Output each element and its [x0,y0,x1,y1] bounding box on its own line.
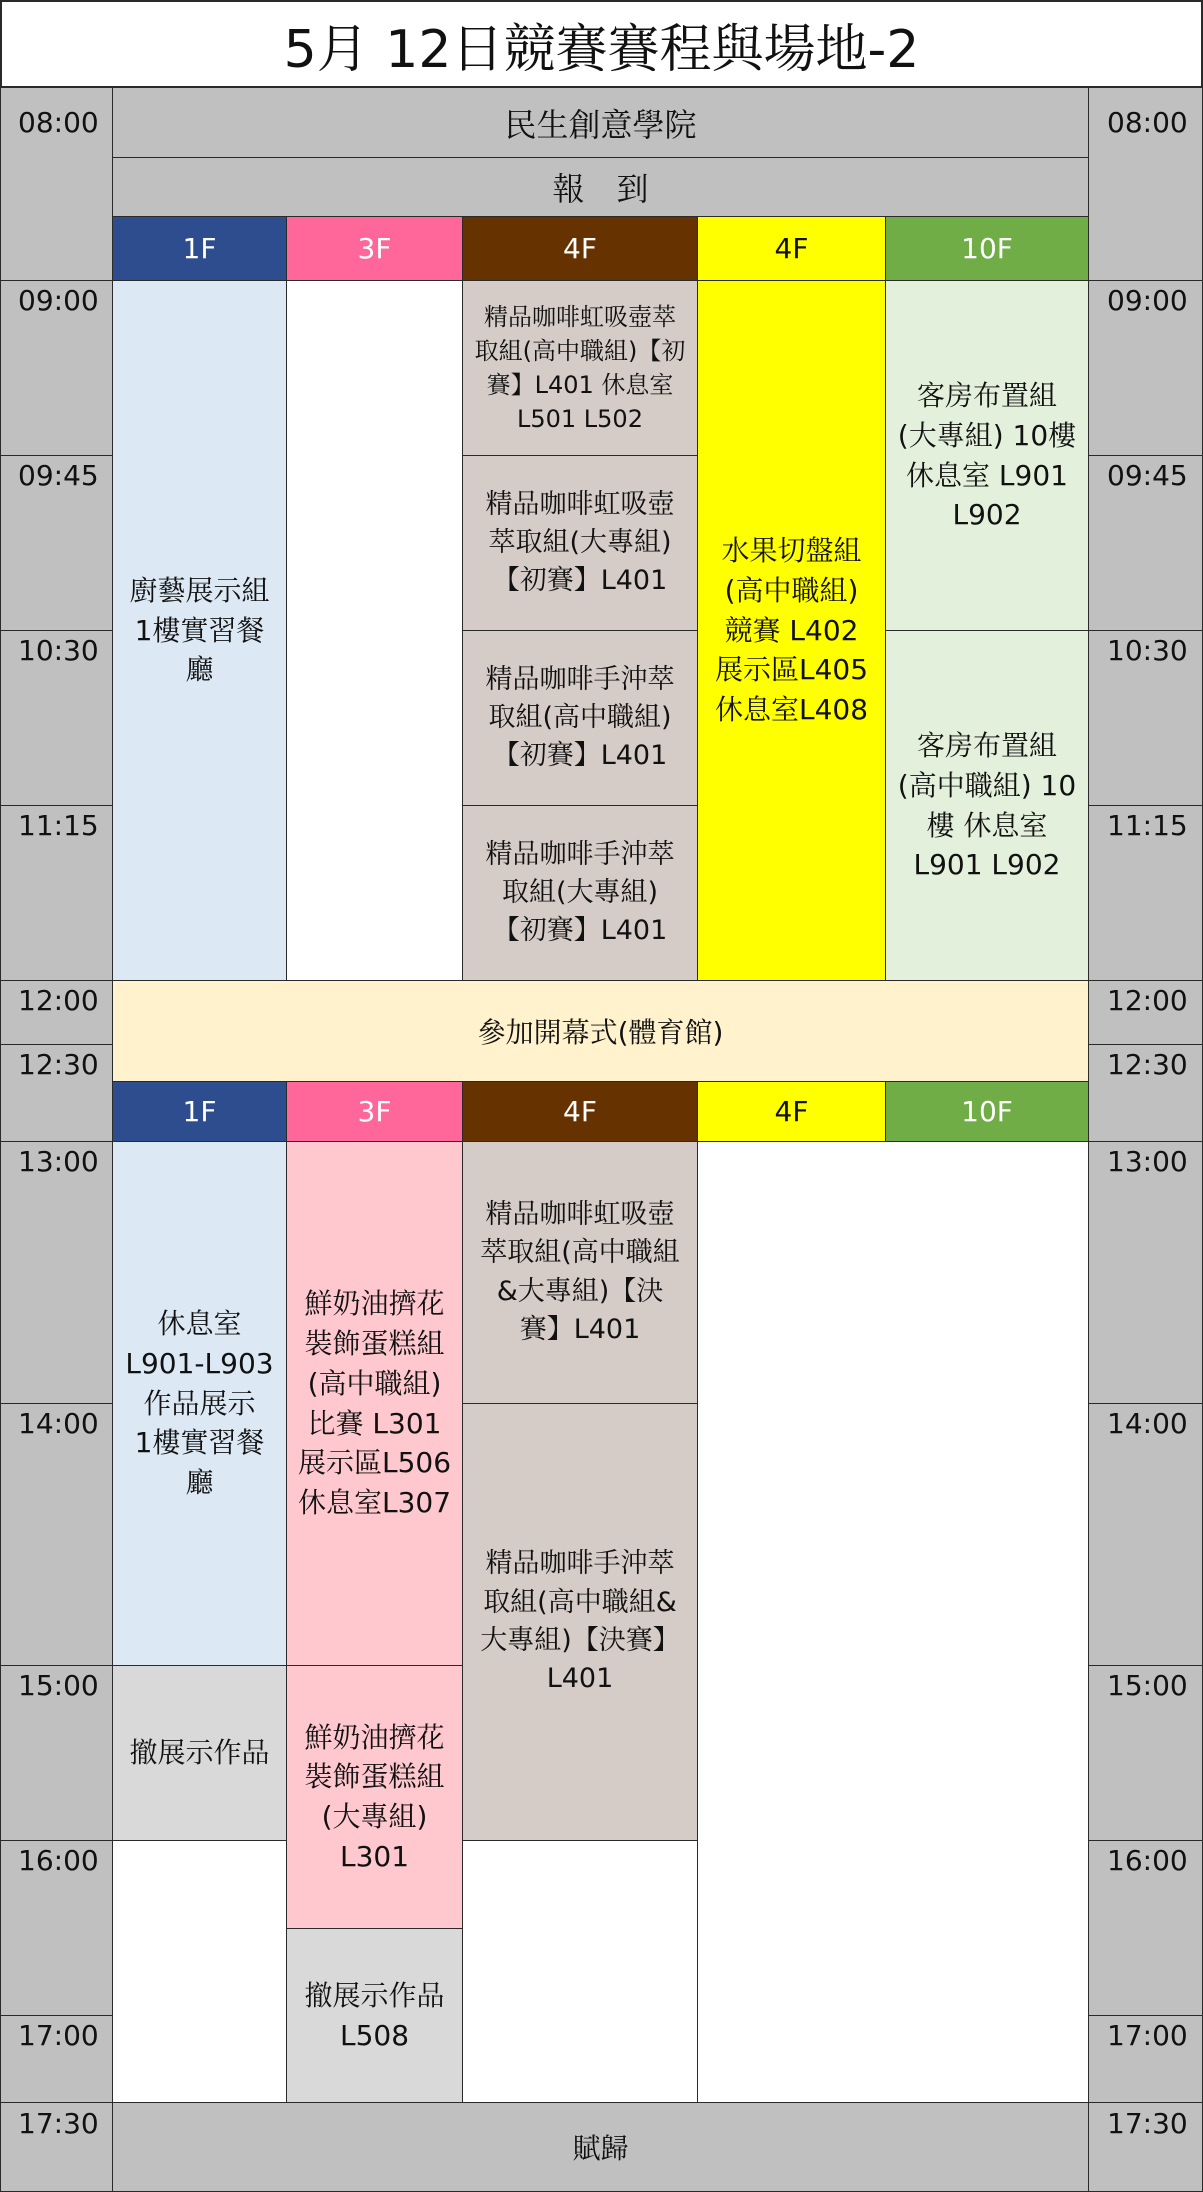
rest-exhibit-cell [112,1141,287,1666]
time-label-right: 16:00 [1107,1844,1188,1877]
time-label-right: 17:30 [1107,2107,1188,2140]
floor-label: 10F [961,1095,1013,1128]
floor-label: 1F [182,1095,217,1128]
time-label: 09:45 [18,459,99,492]
time-label-right: 12:00 [1107,984,1188,1017]
floor-header-4f-yellow [697,216,886,281]
floor-label: 4F [774,232,809,265]
floor-header-1f [112,216,287,281]
time-label-right: 13:00 [1107,1145,1188,1178]
time-label: 11:15 [18,809,99,842]
floor-header-1f-pm [112,1081,287,1142]
empty-4f-10f-afternoon [697,1141,1089,2103]
floor-label: 10F [961,232,1013,265]
return-text: 賦歸 [572,2132,629,2165]
time-slot-1300-right [1088,1141,1203,1404]
cake-hs-cell [286,1141,463,1666]
floor-label: 4F [563,232,597,265]
venue-header [112,87,1089,158]
pourover-hs-prelim-text: 精品咖啡手沖萃 取組(高中職組) 【初賽】L401 [485,663,675,772]
rest-exhibit-text: 休息室 L901-L903 作品展示 1樓實習餐 廳 [125,1307,274,1500]
time-label-right: 15:00 [1107,1669,1188,1702]
time-label-right: 12:30 [1107,1048,1188,1081]
return-row [112,2102,1089,2192]
remove-exhibit-1f-cell [112,1665,287,1841]
opening-ceremony-text: 參加開幕式(體育館) [477,1016,724,1049]
empty-1f-late [112,1840,287,2103]
floor-header-10f [885,216,1089,281]
floor-header-3f [286,216,463,281]
floor-header-4f-brown-pm [462,1081,698,1142]
time-label-right: 10:30 [1107,634,1188,667]
time-label: 17:00 [18,2019,99,2052]
siphon-hs-prelim-text: 精品咖啡虹吸壺萃 取組(高中職組)【初 賽】L401 休息室 L501 L502 [474,302,686,434]
room-setup-uni-text: 客房布置組 (大專組) 10樓 休息室 L901 L902 [897,379,1077,532]
time-label-right: 14:00 [1107,1407,1188,1440]
time-label-right: 17:00 [1107,2019,1188,2052]
siphon-final-text: 精品咖啡虹吸壺 萃取組(高中職組 &大專組)【決 賽】L401 [480,1198,680,1345]
time-label-right: 09:00 [1107,284,1188,317]
time-slot-1300 [0,1141,113,1404]
siphon-uni-prelim-text: 精品咖啡虹吸壺 萃取組(大專組) 【初賽】L401 [485,488,675,597]
time-slot-1400 [0,1403,113,1666]
empty-3f-morning [286,280,463,981]
time-label-right: 08:00 [1107,106,1188,139]
remove-exhibit-1f-text: 撤展示作品 [129,1736,270,1770]
empty-4f-late [462,1840,698,2103]
cooking-demo-text: 廚藝展示組 1樓實習餐 廳 [129,573,270,687]
checkin-row [112,157,1089,217]
floor-label: 1F [182,232,217,265]
floor-header-10f-pm [885,1081,1089,1142]
room-setup-hs-cell [885,630,1089,981]
room-setup-uni-cell [885,280,1089,631]
floor-header-3f-pm [286,1081,463,1142]
floor-header-4f-brown [462,216,698,281]
pourover-uni-prelim-cell [462,805,698,981]
floor-label: 3F [357,1095,392,1128]
time-label-right: 11:15 [1107,809,1188,842]
time-slot-1400-right [1088,1403,1203,1666]
time-label: 17:30 [18,2107,99,2140]
time-label: 08:00 [18,106,99,139]
remove-exhibit-3f-cell [286,1928,463,2103]
siphon-final-cell [462,1141,698,1404]
fruit-cutting-cell [697,280,886,981]
cake-uni-cell [286,1665,463,1929]
cooking-demo-cell [112,280,287,981]
page-title: 5月 12日競賽賽程與場地-2 [283,19,920,80]
room-setup-hs-text: 客房布置組 (高中職組) 10 樓 休息室 L901 L902 [897,729,1077,882]
time-label-right: 09:45 [1107,459,1188,492]
time-label: 14:00 [18,1407,99,1440]
venue-name: 民生創意學院 [504,105,697,144]
cake-uni-text: 鮮奶油擠花 裝飾蛋糕組 (大專組) L301 [304,1720,445,1873]
time-label: 09:00 [18,284,99,317]
floor-label: 4F [563,1095,597,1128]
cake-hs-text: 鮮奶油擠花 裝飾蛋糕組 (高中職組) 比賽 L301 展示區L506 休息室L307 [297,1287,452,1519]
floor-label: 3F [357,232,392,265]
time-label: 16:00 [18,1844,99,1877]
opening-ceremony-row [112,980,1089,1082]
time-label: 12:30 [18,1048,99,1081]
checkin-label: 報 到 [552,170,649,208]
siphon-uni-prelim-cell [462,455,698,631]
time-label: 10:30 [18,634,99,667]
remove-exhibit-3f-text: 撤展示作品 L508 [304,1978,445,2052]
siphon-hs-prelim-cell [462,280,698,456]
pourover-uni-prelim-text: 精品咖啡手沖萃 取組(大專組) 【初賽】L401 [485,838,675,947]
pourover-hs-prelim-cell [462,630,698,806]
time-label: 13:00 [18,1145,99,1178]
fruit-cutting-text: 水果切盤組 (高中職組) 競賽 L402 展示區L405 休息室L408 [714,534,869,727]
floor-header-4f-yellow-pm [697,1081,886,1142]
title-bar [0,0,1203,88]
time-label: 12:00 [18,984,99,1017]
pourover-final-cell [462,1403,698,1841]
floor-label: 4F [774,1095,809,1128]
pourover-final-text: 精品咖啡手沖萃 取組(高中職組& 大專組)【決賽】 L401 [480,1548,680,1695]
time-label: 15:00 [18,1669,99,1702]
